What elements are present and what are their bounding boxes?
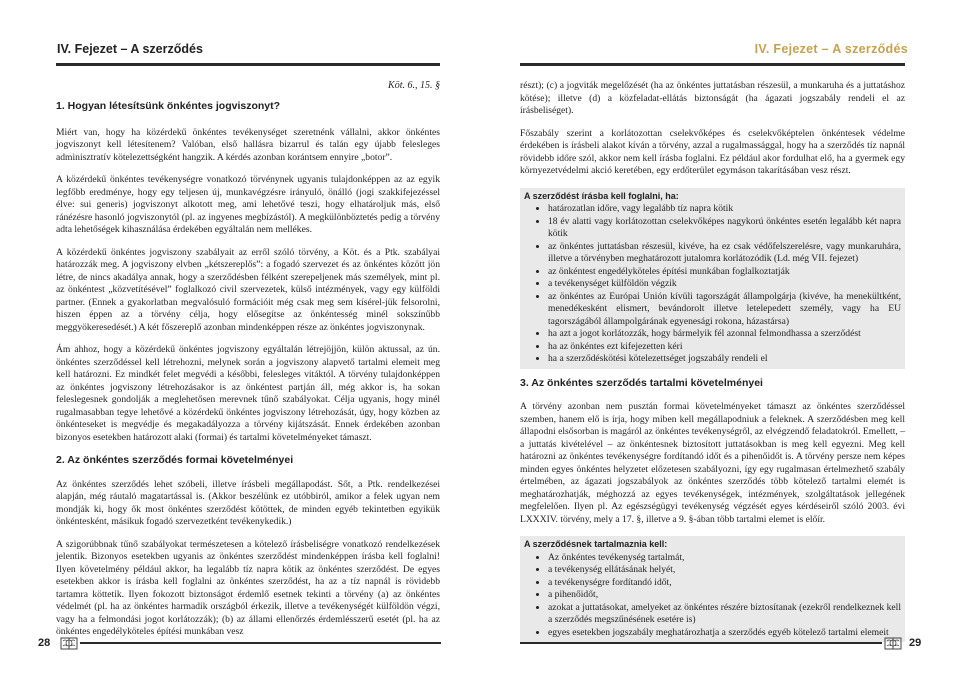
content-requirements-box-title: A szerződésnek tartalmaznia kell: bbox=[524, 539, 668, 549]
list-item: • a tevékenységre fordítandó időt, bbox=[548, 577, 901, 590]
content-requirements-box bbox=[520, 536, 905, 642]
law-reference: Köt. 6., 15. § bbox=[388, 80, 440, 91]
left-paragraph-4: Ám ahhoz, hogy a közérdekű önkéntes jogviszony egyáltalán létrejöjjön, külön aktussal, az ún. önkéntes szerződéssel kell létrehozni, melynek során a jogviszony alapvető tartalmi elemeit meg kell határozni. Ez mindkét felet megvédi a későbbi, felesleges vitáktól. A törvény tulajdonképpen az önkéntes jogviszony létrehozásakor is az önkéntest partján áll, még akkor is, ha sokan feleslegesnek gondolják a meglehetősen merevnek tűnő szabályokat. Célja ugyanis, hogy minél rugalmasabban tegye lehetővé a közérdekű önkéntes jogviszony létrehozását, úgy, hogy közben az önkénteseket is megvédje és megakadályozza a törvény kijátszását. Ennek érdekében azonban bizonyos esetekben határozott alaki (formai) és tartalmi követelményeket támaszt. bbox=[56, 344, 440, 443]
list-item: • ha azt a jogot korlátozzák, hogy bármelyik fél azonnal felmondhassa a szerződést bbox=[548, 328, 901, 341]
left-paragraph-6: A szigorúbbnak tűnő szabályokat természetesen a kötelező írásbeliségre vonatkozó rendelkezések jelentik. Bizonyos esetekben ugyanis az önkéntes szerződést mindenképpen írásba kell foglalni! Ilyen követelmény például akkor, ha legalább tíz napra kötik az önkéntes szerződést. De egyes esetekben akkor is írásba kell foglalni az önkéntes szerződést, ha az a tíz napnál is rövidebb tartamra köttetik. Ilyen fokozott biztonságot érdemlő esetnek tekinti a törvény (a) az önkéntes védelmét (pl. ha az önkéntes harmadik országból érkezik, illetve a tevékenységét külföldön végzi, vagy ha a felmondási jogot korlátozzák); (b) az állami ellenőrzés érdemlésszerű esetét (pl. ha az önkéntes engedélyköteles építési munkában vesz bbox=[56, 538, 440, 637]
page-number-right: 29 bbox=[909, 637, 922, 649]
list-item: • ha az önkéntes ezt kifejezetten kéri bbox=[548, 341, 901, 354]
left-column bbox=[56, 80, 440, 639]
list-item: • Az önkéntes tevékenység tartalmát, bbox=[548, 552, 901, 565]
page-number-left: 28 bbox=[38, 637, 51, 649]
right-paragraph-3: A törvény azonban nem pusztán formai követelményeket támaszt az önkéntes szerződéssel szemben, hanem elő is írja, hogy miben kell megállapodniuk a feleknek. A szerződésben meg kell állapodni elsősorban is magáról az önkéntes tevékenységről, az elvégzendő feladatokról. Emellett, – a juttatás kivételével – az önkéntesnek biztosított juttatásokban is meg kell egyezni. Meg kell határozni az önkéntes tevékenységre fordítandó időt és a pihenőidőt is. A törvény persze nem képes minden egyes önkéntes helyzetet előzetesen szabályozni, így egy rugalmasan értelmezhető szabály értelmében, az ágazati jogszabályok az önkéntes szerződés több kötelező tartalmi elemét is meghatározhatják, méghozzá az egyes tevékenységek, intézmények, szolgáltatások jellegének megfelelően. Ilyen pl. Az egészségügyi tevékenység végzését egyes kérdéseiről szóló 2003. évi LXXXIV. törvény, mely a 17. §, illetve a 9. §-ában több tartalmi elemet is előír. bbox=[520, 401, 905, 525]
left-paragraph-5: Az önkéntes szerződés lehet szóbeli, illetve írásbeli megállapodást. Sőt, a Ptk. rendelkezései alapján, még ráutaló magatartással is. (Akkor beszélünk ez utóbbiról, amikor a felek ugyan nem mondják ki, hogy ők most önkéntes szerződést kötöttek, de minden egyéb tekintetben egyikük önkéntesként, másikuk fogadó szervezetként tevékenykedik.) bbox=[56, 478, 440, 527]
list-item: • azokat a juttatásokat, amelyeket az önkéntes részére biztosítanak (ezekről rendelkeznek kell a szerződés megszűnésének esetére is) bbox=[548, 602, 901, 627]
list-item: • 18 év alatti vagy korlátozottan cselekvőképes nagykorú önkéntes esetén legalább két napra kötik bbox=[548, 216, 901, 241]
header-rule-left bbox=[56, 63, 440, 66]
book-flower-logo-icon bbox=[60, 635, 78, 651]
list-item: • a tevékenység ellátásának helyét, bbox=[548, 564, 901, 577]
section-3-title: 3. Az önkéntes szerződés tartalmi követelményei bbox=[520, 376, 763, 389]
right-column bbox=[520, 80, 905, 642]
right-paragraph-2: Főszabály szerint a korlátozottan cselekvőképes és cselekvőképtelen önkéntesek védelme érdekében is írásbeli alakot kíván a törvény, azzal a rugalmassággal, hogy ha a szerződés tíz napnál rövidebb időre szól, akkor nem kell írásba foglalni. Ez például akor fordulhat elő, ha a gyermek egy környezetvédelmi akció keretében, egy erdőterület egymáson takarításában vesz részt. bbox=[520, 127, 905, 176]
written-form-list bbox=[524, 203, 901, 366]
list-item: • az önkéntes juttatásban részesül, kivéve, ha ez csak védőfelszerelésre, vagy munkaruhára, illetve a törvényben meghatározott jutalomra korlátozódik (Ld. még VII. fejezet) bbox=[548, 241, 901, 266]
right-paragraph-1: részt); (c) a jogviták megelőzését (ha az önkéntes juttatásban részesül, a munkaruha és a juttatáshoz kötése); illetve (d) a közfeladat-ellátás biztonságát (ha ágazati jogszabály rendeli el az írásbeliséget). bbox=[520, 80, 905, 116]
list-item: • a tevékenységet külföldön végzik bbox=[548, 278, 901, 291]
content-requirements-list bbox=[524, 552, 901, 640]
list-item: • egyes esetekben jogszabály meghatározhatja a szerződés egyéb kötelező tartalmi elemeit bbox=[548, 627, 901, 640]
written-form-box-title: A szerződést írásba kell foglalni, ha: bbox=[524, 190, 679, 201]
list-item: • a pihenőidőt, bbox=[548, 589, 901, 602]
written-form-box bbox=[520, 188, 905, 369]
list-item: • az önkéntest engedélyköteles építési munkában foglalkoztatják bbox=[548, 266, 901, 279]
list-item: • az önkéntes az Európai Unión kívüli tagországát állampolgárja (kivéve, ha menekültként, menedékesként elismert, bevándorolt illetve letelepedett személy, vagy ha EU tagországából állampolgárának egyenesági rokona, házastársa) bbox=[548, 291, 901, 329]
header-rule-right bbox=[520, 63, 905, 66]
page-header-left: IV. Fejezet – A szerződés bbox=[57, 42, 203, 56]
footer-rule-right bbox=[520, 642, 882, 644]
book-flower-logo-icon bbox=[884, 635, 902, 651]
left-paragraph-2: A közérdekű önkéntes tevékenységre vonatkozó törvénynek ugyanis tulajdonképpen az az egyik legfőbb eredménye, hogy egy teljesen új, munkavégzésre irányuló, önálló (jogi szakkifejezéssel élve: sui generis) jogviszonyt alkotott meg, ami lehetővé teszi, hogy elhatároljuk más, első ránézésre hasonló jogviszonytól (pl. az ingyenes megbízástól). A megkülönböztetés pedig a törvény adta lehetőségek kihasználása érdekében egyáltalán nem mellékes. bbox=[56, 174, 440, 235]
list-item: • ha a szerződéskötési kötelezettséget jogszabály rendeli el bbox=[548, 353, 901, 366]
section-1-title: 1. Hogyan létesítsünk önkéntes jogviszonyt? bbox=[56, 100, 281, 112]
left-paragraph-1: Miért van, hogy ha közérdekű önkéntes tevékenységet szeretnénk vállalni, akkor önkéntes jogviszonyt kell létesítenem? Valóban, első hallásra bizarrul és talán egy újabb felesleges adminisztratív kötelezettségként hangzik. A kérdés azonban korántsem ennyire „botor”. bbox=[56, 126, 440, 163]
footer-rule-left bbox=[80, 642, 441, 644]
list-item: • határozatlan időre, vagy legalább tíz napra kötik bbox=[548, 203, 901, 216]
section-2-title: 2. Az önkéntes szerződés formai követelményei bbox=[56, 454, 294, 466]
page-header-right: IV. Fejezet – A szerződés bbox=[754, 42, 908, 56]
left-paragraph-3: A közérdekű önkéntes jogviszony szabályait az erről szóló törvény, a Köt. és a Ptk. szabályai határozzák meg. A jogviszony elvben „kétszereplős”: a fogadó szervezet és az önkéntes között jön létre, de nincs akadálya annak, hogy a szerződésben félként szerepeljenek más személyek, mint pl. az önkéntest „közvetítésével” foglalkozó civil szervezetek, külső intézmények, vagy egy külföldi partner. (Ennek a gyakorlatban megvalósuló formációit még csak meg sem kísérel-jük felsorolni, hiszen éppen az a törvény célja, hogy elősegítse az önkéntesség minél sokszínűbb meggyökeresedését.) A két főszereplő azonban mindenképpen része az önkéntes jogviszonynak. bbox=[56, 246, 440, 333]
